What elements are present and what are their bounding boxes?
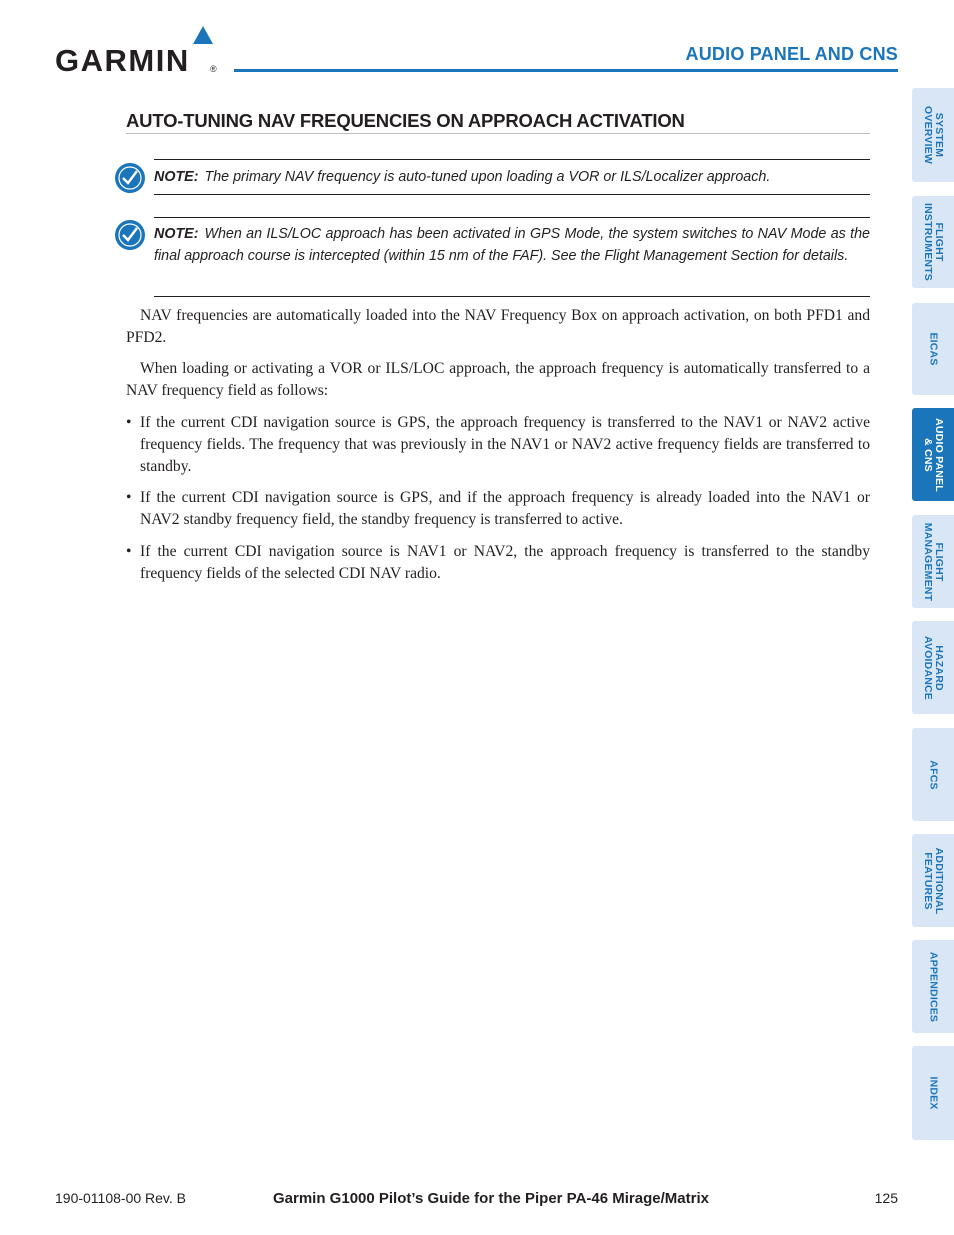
- tab-flight-instruments[interactable]: [912, 196, 954, 288]
- paragraph-text: When loading or activating a VOR or ILS/LOC approach, the approach frequency is automatically transferred to a NAV frequency field as follows:: [126, 360, 870, 399]
- note-checkmark-icon: [114, 219, 146, 251]
- tab-hazard-avoidance[interactable]: [912, 621, 954, 714]
- footer-title: Garmin G1000 Pilot’s Guide for the Piper PA-46 Mirage/Matrix: [273, 1190, 709, 1207]
- page-number: 125: [874, 1190, 898, 1206]
- tab-label: EICAS: [927, 332, 940, 366]
- tab-label: FLIGHT MANAGEMENT: [922, 522, 945, 601]
- tab-label: FLIGHT INSTRUMENTS: [922, 202, 945, 282]
- tab-label: APPENDICES: [927, 951, 940, 1022]
- note-text: [154, 166, 870, 188]
- note-text: [154, 223, 870, 267]
- body-paragraph: [126, 358, 870, 402]
- tab-label: AFCS: [927, 759, 940, 790]
- tab-label: ADDITIONAL FEATURES: [922, 847, 945, 914]
- garmin-logo: [55, 26, 220, 76]
- note-rule-bottom: [154, 296, 870, 297]
- logo-text: GARMIN: [55, 43, 190, 78]
- tab-afcs[interactable]: [912, 728, 954, 821]
- paragraph-text: NAV frequencies are automatically loaded into the NAV Frequency Box on approach activation, on both PFD1 and PFD2.: [126, 307, 870, 346]
- list-item-text: If the current CDI navigation source is GPS, the approach frequency is transferred to the NAV1 or NAV2 active frequency fields. The frequency that was previously in the NAV1 or NAV2 active frequency fields are transferred to standby.: [140, 414, 870, 475]
- note-body: The primary NAV frequency is auto-tuned upon loading a VOR or ILS/Localizer approach.: [204, 169, 771, 185]
- section-title: AUDIO PANEL AND CNS: [685, 44, 898, 64]
- note-label: NOTE:: [154, 169, 199, 185]
- tab-label: SYSTEM OVERVIEW: [922, 105, 945, 165]
- bullet: •: [126, 414, 132, 431]
- header-rule: [234, 69, 898, 72]
- note-rule-top: [154, 159, 870, 160]
- note-body: When an ILS/LOC approach has been activated in GPS Mode, the system switches to NAV Mode as the final approach course is intercepted (within 15 nm of the FAF). See the Flight Management Section for details.: [154, 226, 870, 264]
- heading-rule: [126, 133, 870, 134]
- footer-doc-number: 190-01108-00 Rev. B: [55, 1190, 187, 1206]
- tab-additional-features[interactable]: [912, 834, 954, 927]
- tab-eicas[interactable]: [912, 303, 954, 395]
- note-checkmark-icon: [114, 162, 146, 194]
- registered-mark: ®: [210, 64, 217, 74]
- note-rule-top: [154, 217, 870, 218]
- note-box: [114, 215, 870, 299]
- tab-label: HAZARD AVOIDANCE: [922, 635, 945, 700]
- tab-system-overview[interactable]: [912, 88, 954, 182]
- garmin-triangle-icon: [193, 26, 213, 44]
- bullet: •: [126, 543, 132, 560]
- bullet: •: [126, 489, 132, 506]
- tab-appendices[interactable]: [912, 940, 954, 1033]
- note-label: NOTE:: [154, 226, 199, 242]
- tab-label: AUDIO PANEL & CNS: [922, 417, 945, 492]
- tab-flight-management[interactable]: [912, 515, 954, 608]
- list-item-text: If the current CDI navigation source is NAV1 or NAV2, the approach frequency is transferred to the standby frequency fields of the selected CDI NAV radio.: [140, 543, 870, 582]
- tab-audio-panel-cns[interactable]: [912, 408, 954, 501]
- tab-label: INDEX: [927, 1076, 940, 1110]
- body-paragraph: [126, 305, 870, 349]
- note-box: [114, 158, 870, 196]
- page-heading: AUTO-TUNING NAV FREQUENCIES ON APPROACH ACTIVATION: [126, 110, 685, 131]
- list-item-text: If the current CDI navigation source is GPS, and if the approach frequency is already loaded into the NAV1 or NAV2 standby frequency field, the standby frequency is transferred to active.: [140, 489, 870, 528]
- tab-index[interactable]: [912, 1046, 954, 1140]
- note-rule-bottom: [154, 194, 870, 195]
